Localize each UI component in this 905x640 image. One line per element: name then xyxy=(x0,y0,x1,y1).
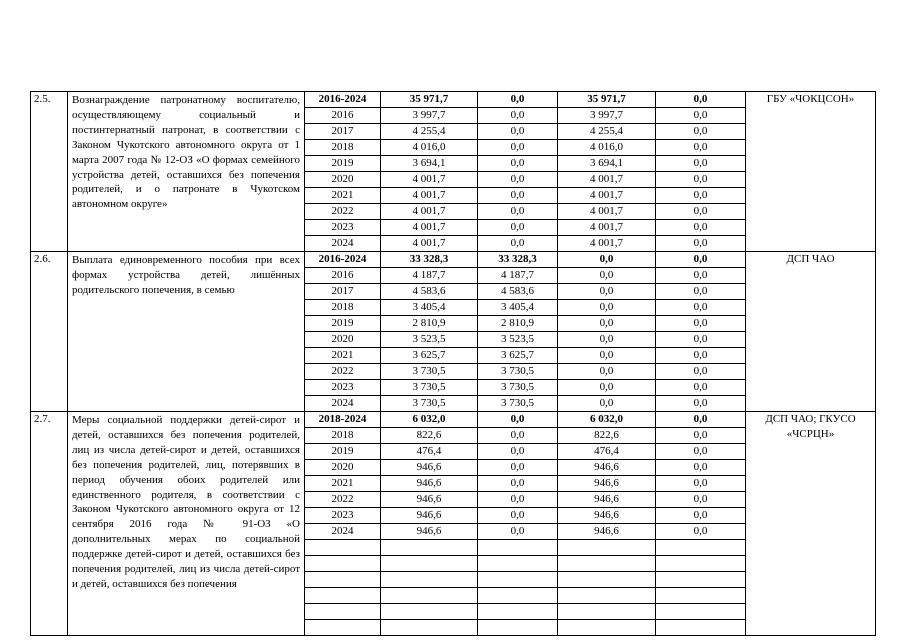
period-cell: 2016-2024 xyxy=(305,252,381,268)
total-amount-cell: 946,6 xyxy=(381,476,478,492)
federal-amount-cell: 0,0 xyxy=(478,124,558,140)
regional-amount-cell: 0,0 xyxy=(558,300,656,316)
federal-amount-cell: 33 328,3 xyxy=(478,252,558,268)
regional-amount-cell: 946,6 xyxy=(558,492,656,508)
period-cell: 2018 xyxy=(305,428,381,444)
period-cell: 2016-2024 xyxy=(305,92,381,108)
total-amount-cell: 3 523,5 xyxy=(381,332,478,348)
regional-amount-cell: 822,6 xyxy=(558,428,656,444)
total-amount-cell: 35 971,7 xyxy=(381,92,478,108)
regional-amount-cell: 946,6 xyxy=(558,524,656,540)
total-amount-cell: 4 001,7 xyxy=(381,236,478,252)
total-amount-cell: 3 997,7 xyxy=(381,108,478,124)
period-cell: 2020 xyxy=(305,172,381,188)
period-cell: 2023 xyxy=(305,380,381,396)
federal-amount-cell: 0,0 xyxy=(478,412,558,428)
federal-amount-cell: 0,0 xyxy=(478,140,558,156)
total-amount-cell: 3 730,5 xyxy=(381,396,478,412)
regional-amount-cell: 4 001,7 xyxy=(558,236,656,252)
federal-amount-cell: 3 405,4 xyxy=(478,300,558,316)
regional-amount-cell: 0,0 xyxy=(558,252,656,268)
total-amount-cell: 3 730,5 xyxy=(381,380,478,396)
regional-amount-cell: 946,6 xyxy=(558,476,656,492)
total-amount-cell: 4 187,7 xyxy=(381,268,478,284)
empty-cell xyxy=(558,556,656,572)
federal-amount-cell: 3 523,5 xyxy=(478,332,558,348)
period-cell: 2024 xyxy=(305,524,381,540)
empty-cell xyxy=(478,620,558,636)
section-description: Выплата единовременного пособия при всех формах устройства детей, лишённых родительского попечения, в семью xyxy=(68,252,305,412)
period-cell: 2020 xyxy=(305,332,381,348)
period-cell: 2016 xyxy=(305,268,381,284)
empty-cell xyxy=(478,604,558,620)
period-cell: 2018 xyxy=(305,300,381,316)
empty-cell xyxy=(381,588,478,604)
period-cell: 2018 xyxy=(305,140,381,156)
empty-cell xyxy=(478,556,558,572)
total-amount-cell: 3 694,1 xyxy=(381,156,478,172)
federal-amount-cell: 0,0 xyxy=(478,92,558,108)
regional-amount-cell: 0,0 xyxy=(558,316,656,332)
other-amount-cell: 0,0 xyxy=(656,268,746,284)
period-cell: 2024 xyxy=(305,396,381,412)
document-page xyxy=(30,91,875,636)
period-cell: 2019 xyxy=(305,444,381,460)
other-amount-cell: 0,0 xyxy=(656,140,746,156)
total-amount-cell: 33 328,3 xyxy=(381,252,478,268)
total-amount-cell: 6 032,0 xyxy=(381,412,478,428)
federal-amount-cell: 0,0 xyxy=(478,476,558,492)
total-amount-cell: 2 810,9 xyxy=(381,316,478,332)
period-cell: 2023 xyxy=(305,220,381,236)
other-amount-cell: 0,0 xyxy=(656,284,746,300)
federal-amount-cell: 0,0 xyxy=(478,444,558,460)
regional-amount-cell: 4 001,7 xyxy=(558,220,656,236)
regional-amount-cell: 3 997,7 xyxy=(558,108,656,124)
empty-cell xyxy=(558,540,656,556)
budget-table-body xyxy=(31,92,876,636)
federal-amount-cell: 0,0 xyxy=(478,220,558,236)
federal-amount-cell: 0,0 xyxy=(478,108,558,124)
period-cell: 2024 xyxy=(305,236,381,252)
federal-amount-cell: 2 810,9 xyxy=(478,316,558,332)
federal-amount-cell: 0,0 xyxy=(478,508,558,524)
regional-amount-cell: 0,0 xyxy=(558,284,656,300)
regional-amount-cell: 4 001,7 xyxy=(558,204,656,220)
other-amount-cell: 0,0 xyxy=(656,396,746,412)
federal-amount-cell: 0,0 xyxy=(478,428,558,444)
responsible-organization: ГБУ «ЧОКЦСОН» xyxy=(746,92,876,252)
other-amount-cell: 0,0 xyxy=(656,364,746,380)
period-cell: 2022 xyxy=(305,364,381,380)
federal-amount-cell: 4 187,7 xyxy=(478,268,558,284)
other-amount-cell: 0,0 xyxy=(656,412,746,428)
empty-cell xyxy=(478,540,558,556)
section-number: 2.7. xyxy=(31,412,68,636)
table-row xyxy=(31,412,876,428)
federal-amount-cell: 3 730,5 xyxy=(478,396,558,412)
regional-amount-cell: 0,0 xyxy=(558,348,656,364)
other-amount-cell: 0,0 xyxy=(656,172,746,188)
regional-amount-cell: 3 694,1 xyxy=(558,156,656,172)
period-cell: 2017 xyxy=(305,124,381,140)
total-amount-cell: 946,6 xyxy=(381,492,478,508)
other-amount-cell: 0,0 xyxy=(656,108,746,124)
section-number: 2.5. xyxy=(31,92,68,252)
other-amount-cell: 0,0 xyxy=(656,92,746,108)
total-amount-cell: 946,6 xyxy=(381,460,478,476)
empty-cell xyxy=(381,604,478,620)
federal-amount-cell: 0,0 xyxy=(478,524,558,540)
period-cell: 2019 xyxy=(305,316,381,332)
total-amount-cell: 476,4 xyxy=(381,444,478,460)
period-cell: 2019 xyxy=(305,156,381,172)
empty-cell xyxy=(305,540,381,556)
period-cell: 2018-2024 xyxy=(305,412,381,428)
total-amount-cell: 946,6 xyxy=(381,508,478,524)
table-row xyxy=(31,252,876,268)
total-amount-cell: 946,6 xyxy=(381,524,478,540)
federal-amount-cell: 3 730,5 xyxy=(478,380,558,396)
regional-amount-cell: 4 255,4 xyxy=(558,124,656,140)
empty-cell xyxy=(558,572,656,588)
regional-amount-cell: 35 971,7 xyxy=(558,92,656,108)
federal-amount-cell: 0,0 xyxy=(478,172,558,188)
federal-amount-cell: 0,0 xyxy=(478,236,558,252)
regional-amount-cell: 476,4 xyxy=(558,444,656,460)
period-cell: 2022 xyxy=(305,204,381,220)
period-cell: 2017 xyxy=(305,284,381,300)
period-cell: 2016 xyxy=(305,108,381,124)
other-amount-cell: 0,0 xyxy=(656,460,746,476)
other-amount-cell: 0,0 xyxy=(656,428,746,444)
empty-cell xyxy=(381,540,478,556)
responsible-organization: ДСП ЧАО xyxy=(746,252,876,412)
empty-cell xyxy=(656,556,746,572)
federal-amount-cell: 0,0 xyxy=(478,460,558,476)
federal-amount-cell: 3 625,7 xyxy=(478,348,558,364)
total-amount-cell: 4 001,7 xyxy=(381,172,478,188)
empty-cell xyxy=(558,604,656,620)
other-amount-cell: 0,0 xyxy=(656,524,746,540)
other-amount-cell: 0,0 xyxy=(656,156,746,172)
empty-cell xyxy=(656,604,746,620)
total-amount-cell: 3 730,5 xyxy=(381,364,478,380)
empty-cell xyxy=(305,604,381,620)
empty-cell xyxy=(478,588,558,604)
regional-amount-cell: 0,0 xyxy=(558,380,656,396)
federal-amount-cell: 0,0 xyxy=(478,492,558,508)
empty-cell xyxy=(478,572,558,588)
other-amount-cell: 0,0 xyxy=(656,492,746,508)
period-cell: 2021 xyxy=(305,348,381,364)
regional-amount-cell: 4 001,7 xyxy=(558,172,656,188)
empty-cell xyxy=(381,572,478,588)
regional-amount-cell: 0,0 xyxy=(558,268,656,284)
period-cell: 2021 xyxy=(305,188,381,204)
total-amount-cell: 4 001,7 xyxy=(381,188,478,204)
total-amount-cell: 3 405,4 xyxy=(381,300,478,316)
total-amount-cell: 4 001,7 xyxy=(381,204,478,220)
regional-amount-cell: 946,6 xyxy=(558,508,656,524)
other-amount-cell: 0,0 xyxy=(656,444,746,460)
empty-cell xyxy=(381,620,478,636)
period-cell: 2021 xyxy=(305,476,381,492)
section-description-cell xyxy=(68,412,305,636)
federal-amount-cell: 0,0 xyxy=(478,156,558,172)
other-amount-cell: 0,0 xyxy=(656,300,746,316)
other-amount-cell: 0,0 xyxy=(656,316,746,332)
table-row xyxy=(31,92,876,108)
regional-amount-cell: 0,0 xyxy=(558,396,656,412)
total-amount-cell: 4 255,4 xyxy=(381,124,478,140)
empty-cell xyxy=(381,556,478,572)
section-description: Меры социальной поддержки детей-сирот и детей, оставшихся без попечения родителей, лиц из числа детей-сирот и детей, оставшихся без попечения родителей, лиц, потерявших в период обучения обоих родителей или единственного родителя, в соответствии с Законом Чукотского автономного округа от 12 сентября 2016 года № 91-ОЗ «О дополнительных мерах по социальной поддержке детей-сирот и детей, оставшихся без попечения родителей, лиц из числа детей-сирот и детей, оставшихся без попечения xyxy=(72,414,300,590)
regional-amount-cell: 4 016,0 xyxy=(558,140,656,156)
regional-amount-cell: 6 032,0 xyxy=(558,412,656,428)
responsible-organization: ДСП ЧАО; ГКУСО «ЧСРЦН» xyxy=(746,412,876,636)
federal-amount-cell: 4 583,6 xyxy=(478,284,558,300)
period-cell: 2020 xyxy=(305,460,381,476)
other-amount-cell: 0,0 xyxy=(656,332,746,348)
regional-amount-cell: 0,0 xyxy=(558,364,656,380)
regional-amount-cell: 4 001,7 xyxy=(558,188,656,204)
total-amount-cell: 822,6 xyxy=(381,428,478,444)
total-amount-cell: 4 001,7 xyxy=(381,220,478,236)
total-amount-cell: 4 016,0 xyxy=(381,140,478,156)
empty-cell xyxy=(656,572,746,588)
federal-amount-cell: 3 730,5 xyxy=(478,364,558,380)
federal-amount-cell: 0,0 xyxy=(478,204,558,220)
section-number: 2.6. xyxy=(31,252,68,412)
other-amount-cell: 0,0 xyxy=(656,124,746,140)
other-amount-cell: 0,0 xyxy=(656,220,746,236)
empty-cell xyxy=(305,588,381,604)
empty-cell xyxy=(656,540,746,556)
other-amount-cell: 0,0 xyxy=(656,380,746,396)
other-amount-cell: 0,0 xyxy=(656,204,746,220)
section-description: Вознаграждение патронатному воспитателю, осуществляющему социальный и постинтернатный патронат, в соответствии с Законом Чукотского автономного округа от 1 марта 2007 года № 12-ОЗ «О формах семейного устройства детей, оставшихся без попечения родителей, и о патронате в Чукотском автономном округе» xyxy=(68,92,305,252)
regional-amount-cell: 946,6 xyxy=(558,460,656,476)
empty-cell xyxy=(305,620,381,636)
empty-cell xyxy=(656,620,746,636)
other-amount-cell: 0,0 xyxy=(656,476,746,492)
empty-cell xyxy=(558,588,656,604)
empty-cell xyxy=(305,572,381,588)
federal-amount-cell: 0,0 xyxy=(478,188,558,204)
other-amount-cell: 0,0 xyxy=(656,508,746,524)
period-cell: 2022 xyxy=(305,492,381,508)
budget-table xyxy=(30,91,876,636)
other-amount-cell: 0,0 xyxy=(656,252,746,268)
period-cell: 2023 xyxy=(305,508,381,524)
other-amount-cell: 0,0 xyxy=(656,188,746,204)
regional-amount-cell: 0,0 xyxy=(558,332,656,348)
empty-cell xyxy=(558,620,656,636)
empty-cell xyxy=(656,588,746,604)
other-amount-cell: 0,0 xyxy=(656,348,746,364)
other-amount-cell: 0,0 xyxy=(656,236,746,252)
empty-cell xyxy=(305,556,381,572)
total-amount-cell: 3 625,7 xyxy=(381,348,478,364)
total-amount-cell: 4 583,6 xyxy=(381,284,478,300)
